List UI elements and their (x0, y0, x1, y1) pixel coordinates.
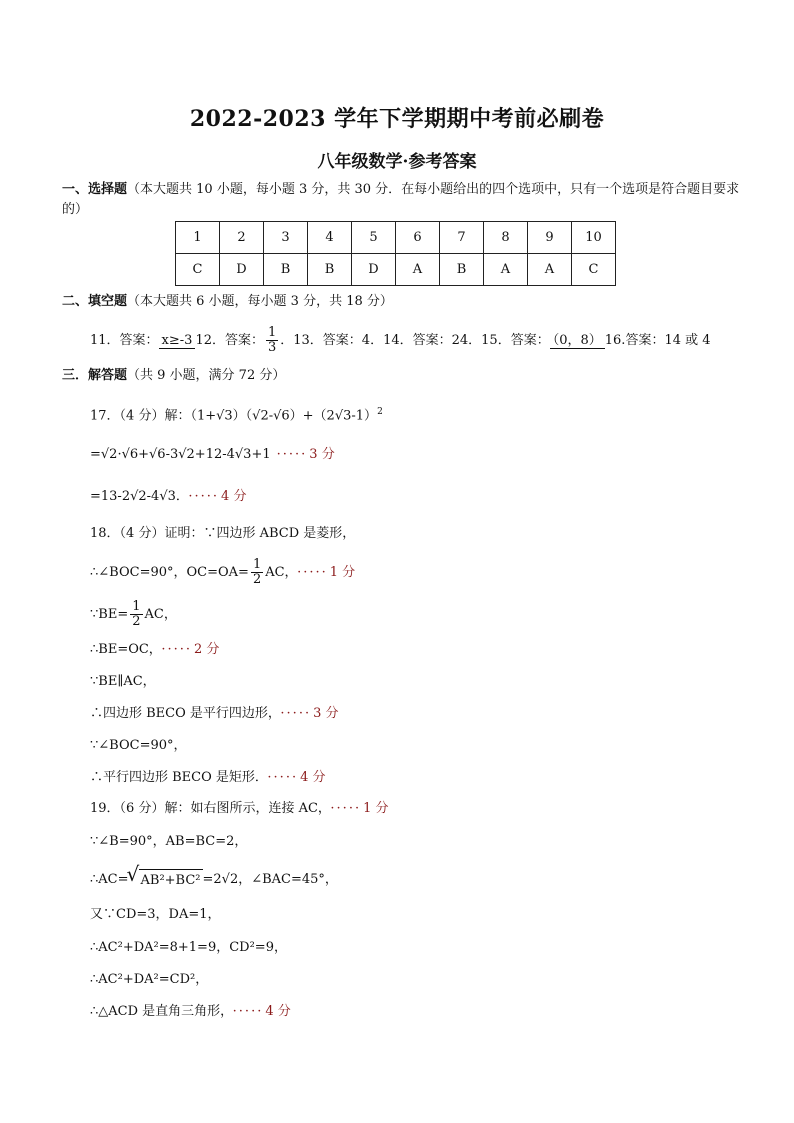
q19-line-4: 又∵CD=3，DA=1， (90, 907, 221, 922)
section-1-header (62, 180, 742, 220)
q19-line-2: ∵∠B=90°，AB=BC=2， (90, 834, 248, 849)
q17-step-2-points: 4 分 (221, 489, 247, 504)
square-root-radical (129, 869, 203, 890)
q15-answer: （0，8） (550, 333, 605, 349)
question-number-cell: 1 (176, 222, 220, 254)
answer-row (176, 254, 616, 286)
fill-in-answers (90, 326, 711, 355)
q16-text: 16.答案：14 或 4 (604, 333, 711, 348)
fraction-numerator: 1 (132, 599, 141, 614)
answer-cell: C (572, 254, 616, 286)
question-number-cell: 7 (440, 222, 484, 254)
q18-line-7: ∵∠BOC=90°， (90, 738, 187, 753)
q19-line-6: ∴AC²+DA²=CD²， (90, 972, 209, 987)
q19-step-1-points: 1 分 (363, 801, 389, 816)
question-number-cell: 10 (572, 222, 616, 254)
q11-label: 11．答案： (90, 333, 159, 348)
q19-step-3: ∴△ACD 是直角三角形， (90, 1004, 227, 1019)
answer-cell: A (396, 254, 440, 286)
q17-line-3 (90, 488, 246, 506)
score-dots: ····· (188, 489, 220, 504)
q12-numerator: 1 (267, 325, 277, 340)
q18-line-3 (90, 600, 177, 629)
section-1-desc: （本大题共 10 小题，每小题 3 分，共 30 分．在每小题给出的四个选项中，只有一个选项是符合题目要求的） (62, 182, 740, 217)
q12-label: 12．答案： (195, 333, 264, 348)
q17-line-1 (90, 403, 383, 425)
q19-step-2a: ∴AC= (90, 872, 129, 887)
q17-step-1: =√2·√6+√6-3√2+12-4√3+1 (90, 447, 271, 462)
fraction-denominator: 2 (252, 572, 262, 587)
q18-step-3: ∴BE=OC， (90, 642, 156, 657)
q18-half-fraction-2 (130, 600, 142, 629)
answer-cell: D (220, 254, 264, 286)
question-number-row (176, 222, 616, 254)
answer-cell: C (176, 254, 220, 286)
q17-step-1-points: 3 分 (309, 447, 335, 462)
section-3-header (62, 367, 285, 385)
fraction-numerator: 1 (252, 557, 262, 572)
score-dots: ····· (280, 706, 312, 721)
page-subtitle: 八年级数学·参考答案 (317, 152, 477, 172)
score-dots: ····· (330, 801, 362, 816)
q18-step-4: ∴四边形 BECO 是平行四边形， (90, 706, 275, 721)
fraction-denominator: 2 (132, 614, 141, 629)
radicand: AB²+BC² (139, 869, 203, 890)
q17-line-2 (90, 446, 335, 464)
section-2-heading: 二、填空题 (62, 294, 128, 309)
q12-fraction (266, 326, 278, 355)
multiple-choice-answer-table (175, 221, 616, 286)
answer-cell: A (528, 254, 572, 286)
section-2-desc: （本大题共 6 小题，每小题 3 分，共 18 分） (127, 294, 393, 309)
q18-line-6 (90, 705, 339, 723)
question-number-cell: 9 (528, 222, 572, 254)
answer-cell: B (264, 254, 308, 286)
q18-line-8 (90, 769, 326, 787)
q18-half-fraction (251, 558, 263, 587)
q11-answer: x≥-3 (159, 333, 196, 349)
page-title: 2022-2023 学年下学期期中考前必刷卷 (189, 106, 605, 132)
score-dots: ····· (276, 447, 308, 462)
section-3-desc: （共 9 小题，满分 72 分） (127, 368, 286, 383)
q18-step-1a: ∴∠BOC=90°，OC=OA= (90, 565, 249, 580)
q17-step-2: =13-2√2-4√3． (90, 489, 183, 504)
q17-exponent: 2 (377, 407, 383, 417)
question-number-cell: 4 (308, 222, 352, 254)
answer-cell: D (352, 254, 396, 286)
q18-step-1b: AC， (265, 565, 292, 580)
q18-line-2 (90, 558, 355, 587)
answer-cell: B (440, 254, 484, 286)
q19-step-1: 19．（6 分）解：如右图所示，连接 AC， (90, 801, 325, 816)
section-2-header (62, 293, 393, 311)
q18-line-4 (90, 641, 219, 659)
score-dots: ····· (297, 565, 328, 580)
q19-line-5: ∴AC²+DA²=8+1=9，CD²=9， (90, 940, 287, 955)
q19-line-3 (90, 869, 338, 890)
question-number-cell: 6 (396, 222, 440, 254)
question-number-cell: 3 (264, 222, 308, 254)
q18-step-1-points: 1 分 (329, 565, 356, 580)
q12-denominator: 3 (267, 340, 277, 355)
section-1-heading: 一、选择题 (62, 182, 128, 197)
q18-step-2b: AC， (144, 607, 177, 622)
answer-cell: A (484, 254, 528, 286)
score-dots: ····· (161, 642, 192, 657)
score-dots: ····· (267, 770, 299, 785)
q19-step-3-points: 4 分 (265, 1004, 291, 1019)
score-dots: ····· (232, 1004, 264, 1019)
q19-step-2b: =2√2，∠BAC=45°， (202, 872, 338, 887)
question-number-cell: 2 (220, 222, 264, 254)
q17-expression: 17．（4 分）解：（1+√3）（√2-√6）+（2√3-1） (90, 408, 378, 424)
answer-cell: B (308, 254, 352, 286)
q18-step-3-points: 2 分 (193, 642, 220, 657)
q18-line-5: ∵BE∥AC， (90, 674, 156, 689)
q18-step-5: ∴平行四边形 BECO 是矩形． (90, 770, 262, 785)
q19-line-7 (90, 1003, 291, 1021)
q19-line-1 (90, 800, 389, 818)
q18-step-4-points: 3 分 (313, 706, 339, 721)
q18-step-5-points: 4 分 (300, 770, 326, 785)
q18-line-1: 18．（4 分）证明：∵四边形 ABCD 是菱形， (90, 526, 356, 541)
q18-step-2a: ∵BE= (90, 607, 129, 622)
question-number-cell: 5 (352, 222, 396, 254)
q13-q15-text: ．13．答案：4．14．答案：24．15．答案： (280, 333, 550, 348)
question-number-cell: 8 (484, 222, 528, 254)
section-3-heading: 三．解答题 (62, 368, 128, 383)
